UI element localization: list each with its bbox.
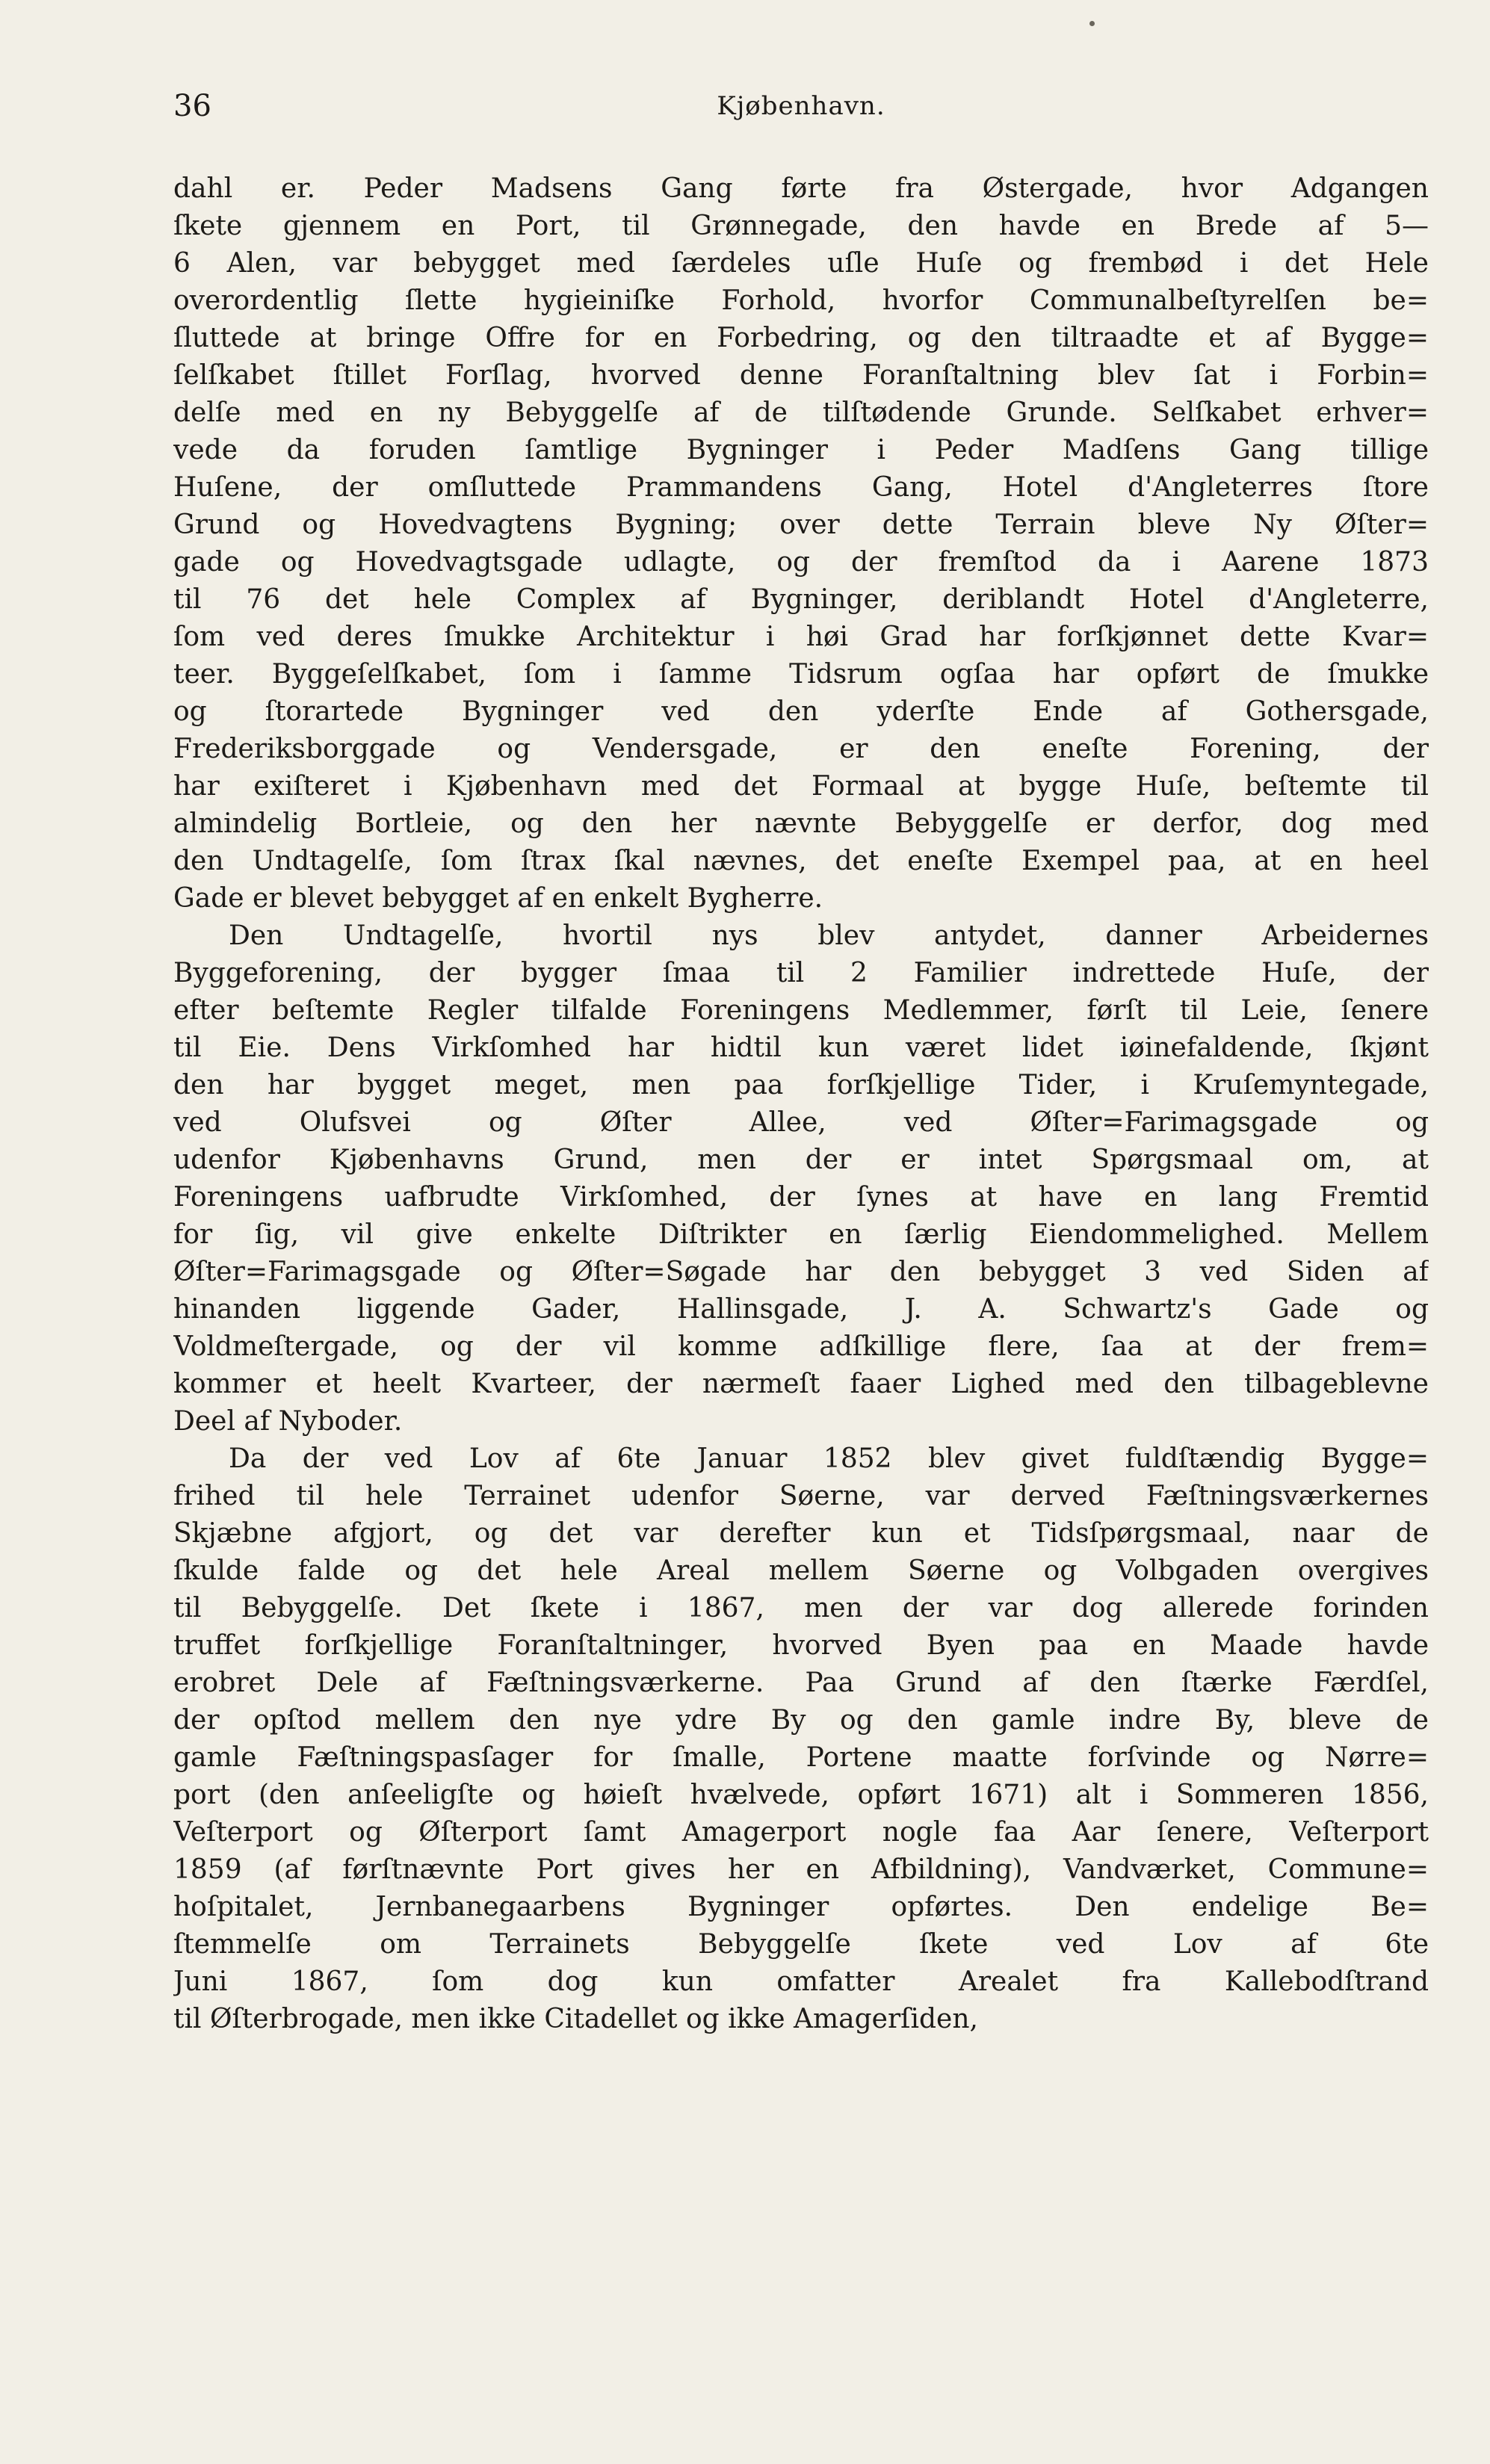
text-line: hoſpitalet, Jernbanegaarbens Bygninger opførtes. Den endelige Be= <box>173 1892 1429 1922</box>
text-line: kommer et heelt Kvarteer, der nærmeſt faaer Lighed med den tilbageblevne <box>173 1369 1429 1399</box>
text-line: og ſtorartede Bygninger ved den yderſte Ende af Gothersgade, <box>173 696 1429 727</box>
text-line: Skjæbne afgjort, og det var derefter kun et Tidsſpørgsmaal, naar de <box>173 1518 1429 1549</box>
text-line: Veſterport og Øſterport ſamt Amagerport nogle faa Aar ſenere, Veſterport <box>173 1817 1429 1848</box>
text-line: har exiſteret i Kjøbenhavn med det Formaal at bygge Huſe, beſtemte til <box>173 771 1429 802</box>
text-line: for ſig, vil give enkelte Diſtrikter en ſærlig Eiendommelighed. Mellem <box>173 1219 1429 1250</box>
text-line: overordentlig ſlette hygieiniſke Forhold, hvorfor Communalbeſtyrelſen be= <box>173 285 1429 316</box>
running-head <box>173 84 1429 129</box>
body-text <box>173 170 1429 2038</box>
text-line: til 76 det hele Complex af Bygninger, deriblandt Hotel d'Angleterre, <box>173 584 1429 615</box>
text-line: vede da foruden ſamtlige Bygninger i Peder Madſens Gang tillige <box>173 435 1429 465</box>
paragraph <box>173 1440 1429 2038</box>
text-line: Gade er blevet bebygget af en enkelt Bygherre. <box>173 883 823 914</box>
text-line: 1859 (af førſtnævnte Port gives her en Afbildning), Vandværket, Commune= <box>173 1854 1429 1885</box>
running-title: Kjøbenhavn. <box>717 91 885 121</box>
text-line: ſluttede at bringe Offre for en Forbedring, og den tiltraadte et af Bygge= <box>173 323 1429 353</box>
text-line: Øſter=Farimagsgade og Øſter=Søgade har den bebygget 3 ved Siden af <box>173 1257 1429 1287</box>
text-line: gamle Fæſtningspasſager for ſmalle, Portene maatte forſvinde og Nørre= <box>173 1742 1429 1773</box>
text-line: dahl er. Peder Madsens Gang førte fra Østergade, hvor Adgangen <box>173 173 1429 204</box>
text-line: gade og Hovedvagtsgade udlagte, og der fremſtod da i Aarene 1873 <box>173 547 1429 578</box>
text-line: til Eie. Dens Virkſomhed har hidtil kun været lidet iøinefaldende, ſkjønt <box>173 1033 1429 1063</box>
text-line: erobret Dele af Fæſtningsværkerne. Paa Grund af den ſtærke Færdſel, <box>173 1668 1429 1698</box>
text-line: Den Undtagelſe, hvortil nys blev antydet, danner Arbeidernes <box>229 920 1429 951</box>
text-line: delſe med en ny Bebyggelſe af de tilſtødende Grunde. Selſkabet erhver= <box>173 397 1429 428</box>
text-line: udenfor Kjøbenhavns Grund, men der er intet Spørgsmaal om, at <box>173 1145 1429 1175</box>
text-line: ſkete gjennem en Port, til Grønnegade, den havde en Brede af 5— <box>173 211 1429 241</box>
text-line: den Undtagelſe, ſom ſtrax ſkal nævnes, det eneſte Exempel paa, at en heel <box>173 846 1429 876</box>
text-line: teer. Byggeſelſkabet, ſom i ſamme Tidsrum ogſaa har opført de ſmukke <box>173 659 1429 690</box>
text-line: port (den anſeeligſte og høieſt hvælvede, opført 1671) alt i Sommeren 1856, <box>173 1780 1429 1810</box>
text-line: truffet forſkjellige Foranſtaltninger, hvorved Byen paa en Maade havde <box>173 1630 1429 1661</box>
text-line: ved Olufsvei og Øſter Allee, ved Øſter=Farimagsgade og <box>173 1107 1429 1138</box>
text-line: Da der ved Lov af 6te Januar 1852 blev givet fuldſtændig Bygge= <box>229 1443 1429 1474</box>
text-line: til Øſterbrogade, men ikke Citadellet og ikke Amagerſiden, <box>173 2004 978 2034</box>
text-line: ſom ved deres ſmukke Architektur i høi Grad har forſkjønnet dette Kvar= <box>173 622 1429 652</box>
text-line: den har bygget meget, men paa forſkjellige Tider, i Kruſemyntegade, <box>173 1070 1429 1101</box>
text-line: Deel af Nyboder. <box>173 1406 403 1437</box>
text-line: Huſene, der omſluttede Prammandens Gang, Hotel d'Angleterres ſtore <box>173 472 1429 503</box>
text-line: ſtemmelſe om Terrainets Bebyggelſe ſkete ved Lov af 6te <box>173 1929 1429 1960</box>
paragraph <box>173 170 1429 917</box>
text-line: efter beſtemte Regler tilfalde Foreningens Medlemmer, førſt til Leie, ſenere <box>173 995 1429 1026</box>
text-line: Frederiksborggade og Vendersgade, er den eneſte Forening, der <box>173 734 1429 764</box>
text-line: Juni 1867, ſom dog kun omfatter Arealet fra Kallebodſtrand <box>173 1966 1429 1997</box>
text-line: ſelſkabet ſtillet Forſlag, hvorved denne Foranſtaltning blev ſat i Forbin= <box>173 360 1429 391</box>
text-line: 6 Alen, var bebygget med ſærdeles uſle Huſe og frembød i det Hele <box>173 248 1429 279</box>
text-line: Foreningens uafbrudte Virkſomhed, der ſynes at have en lang Fremtid <box>173 1182 1429 1213</box>
text-line: Voldmeſtergade, og der vil komme adſkillige flere, ſaa at der frem= <box>173 1331 1429 1362</box>
page-number: 36 <box>173 89 211 123</box>
ink-speck <box>1089 21 1095 26</box>
text-line: Grund og Hovedvagtens Bygning; over dette Terrain bleve Ny Øſter= <box>173 510 1429 540</box>
text-line: frihed til hele Terrainet udenfor Søerne, var derved Fæſtningsværkernes <box>173 1481 1429 1511</box>
text-line: hinanden liggende Gader, Hallinsgade, J. A. Schwartz's Gade og <box>173 1294 1429 1325</box>
text-line: til Bebyggelſe. Det ſkete i 1867, men der var dog allerede forinden <box>173 1593 1429 1623</box>
text-line: der opſtod mellem den nye ydre By og den gamle indre By, bleve de <box>173 1705 1429 1736</box>
text-line: Byggeforening, der bygger ſmaa til 2 Familier indrettede Huſe, der <box>173 958 1429 988</box>
paragraph <box>173 917 1429 1440</box>
text-line: ſkulde falde og det hele Areal mellem Søerne og Volbgaden overgives <box>173 1556 1429 1586</box>
text-line: almindelig Bortleie, og den her nævnte Bebyggelſe er derfor, dog med <box>173 808 1429 839</box>
